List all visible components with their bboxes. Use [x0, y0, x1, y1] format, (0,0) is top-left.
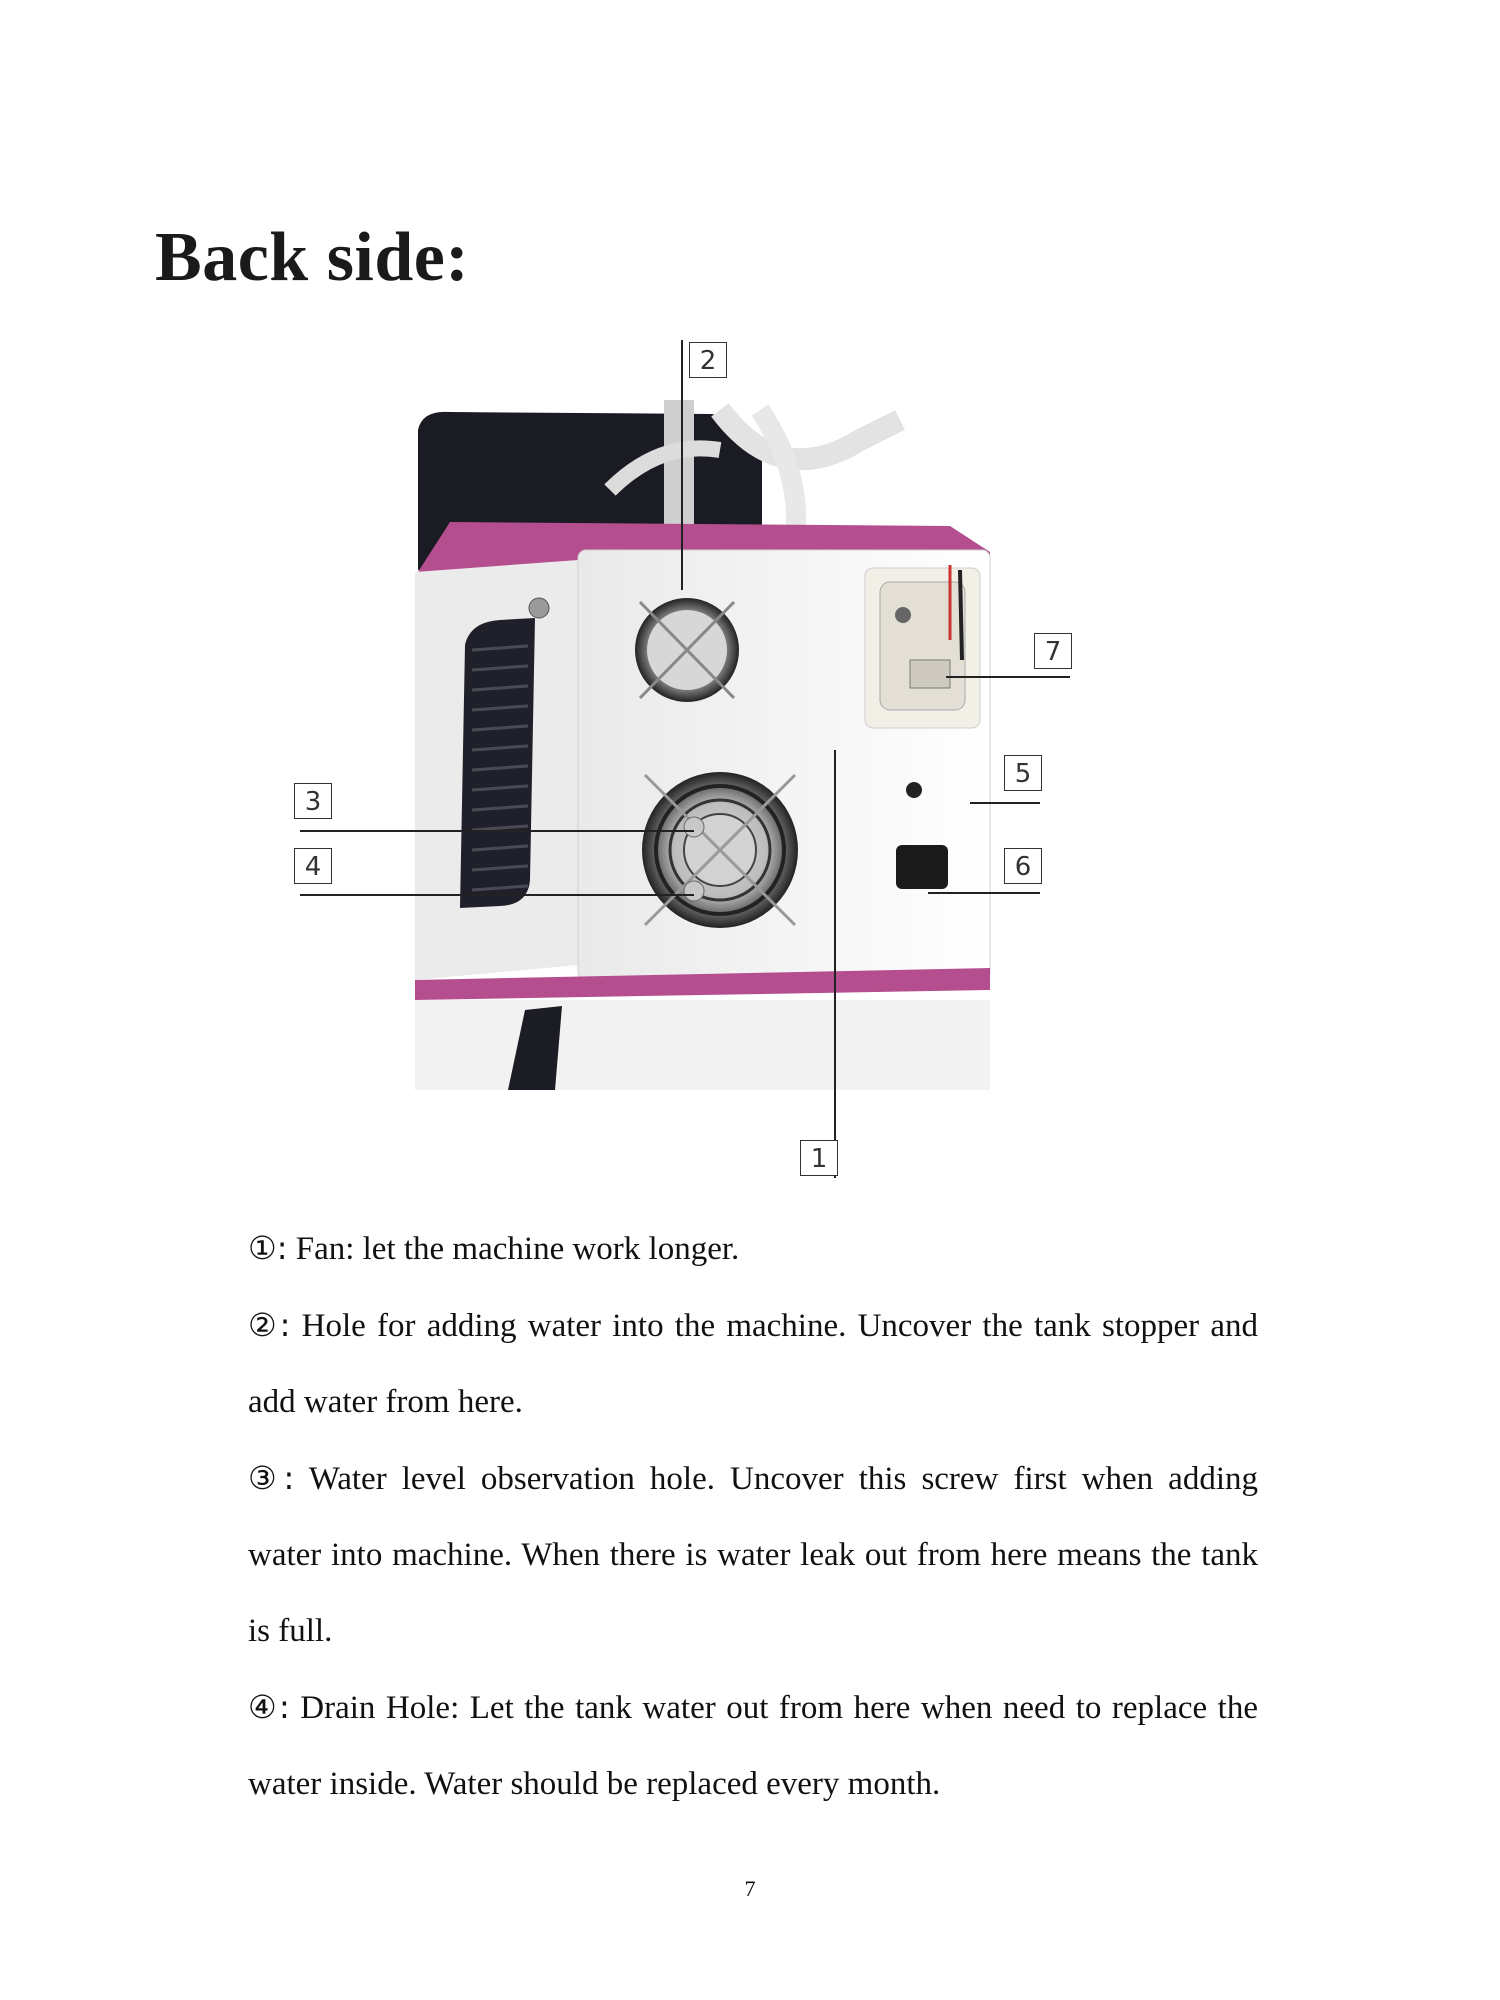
side-vent — [460, 618, 535, 908]
item-text: Hole for adding water into the machine. Uncover the tank stopper and add water from here. — [248, 1308, 1258, 1420]
machine-illustration — [300, 340, 1100, 1200]
callout-5: 5 — [1004, 755, 1042, 791]
description-list — [248, 1210, 1258, 1822]
callout-4: 4 — [294, 848, 332, 884]
description-item — [248, 1669, 1258, 1822]
item-marker: ③: — [248, 1459, 295, 1497]
power-socket — [896, 845, 948, 889]
callout-1: 1 — [800, 1140, 838, 1176]
item-marker: ②: — [248, 1306, 291, 1344]
water-level-screw — [684, 817, 704, 837]
description-item — [248, 1287, 1258, 1440]
support-pole — [664, 400, 694, 540]
page-title: Back side: — [155, 219, 470, 296]
machine-back-figure — [300, 340, 1100, 1200]
description-item — [248, 1210, 1258, 1287]
page-number: 7 — [744, 1876, 756, 1901]
drain-screw — [684, 881, 704, 901]
item-text: Water level observation hole. Uncover this screw first when adding water into machine. When there is water leak out from here means the tank is full. — [248, 1461, 1258, 1649]
description-item — [248, 1440, 1258, 1669]
callout-2: 2 — [689, 342, 727, 378]
callout-7: 7 — [1034, 633, 1072, 669]
water-fill-hole — [529, 598, 549, 618]
item-marker: ①: — [248, 1229, 288, 1267]
hose — [720, 410, 900, 459]
power-switch — [906, 782, 922, 798]
callout-6: 6 — [1004, 848, 1042, 884]
base-cabinet — [415, 1000, 990, 1090]
item-text: Drain Hole: Let the tank water out from here when need to replace the water inside. Water should be replaced every month. — [248, 1690, 1258, 1802]
item-text: Fan: let the machine work longer. — [287, 1231, 740, 1267]
item-marker: ④: — [248, 1688, 290, 1726]
callout-3: 3 — [294, 783, 332, 819]
